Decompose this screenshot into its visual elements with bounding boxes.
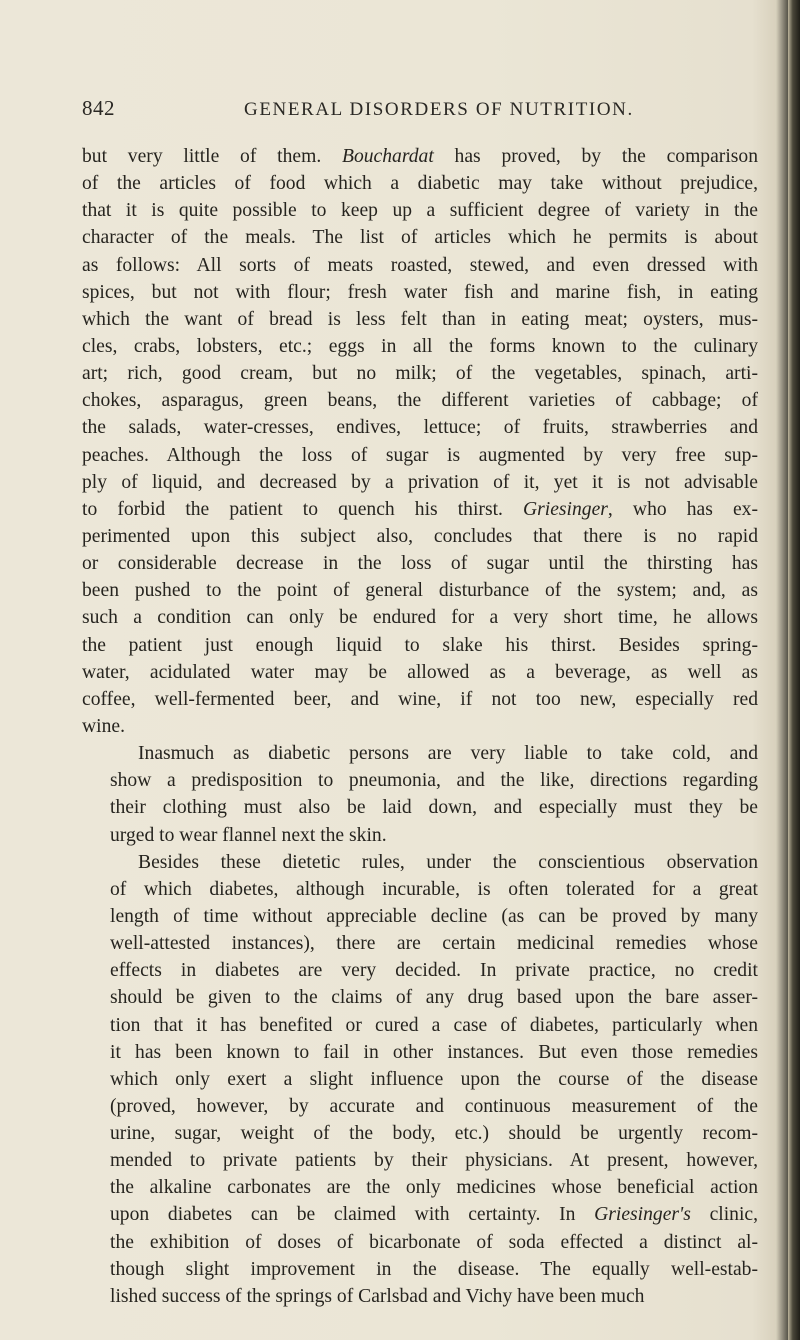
text-line: chokes, asparagus, green beans, the different varieties of cabbage; of <box>82 390 758 412</box>
text-line: which the want of bread is less felt than in eating meat; oysters, mus- <box>82 308 758 330</box>
text-line: perimented upon this subject also, concludes that there is no rapid <box>82 525 758 547</box>
paragraph <box>82 849 758 1310</box>
text-line: coffee, well-fermented beer, and wine, if not too new, especially red <box>82 688 758 710</box>
text-line: of the articles of food which a diabetic may take without prejudice, <box>82 173 758 195</box>
text-line: character of the meals. The list of articles which he permits is about <box>82 227 758 249</box>
text-line: the patient just enough liquid to slake his thirst. Besides spring- <box>82 634 758 656</box>
body-text <box>82 143 758 1310</box>
text-line: lished success of the springs of Carlsbad and Vichy have been much <box>110 1285 645 1307</box>
text-line: that it is quite possible to keep up a sufficient degree of variety in the <box>82 200 758 222</box>
text-line: which only exert a slight influence upon the course of the disease <box>110 1068 758 1090</box>
text-line: effects in diabetes are very decided. In private practice, no credit <box>110 960 758 982</box>
text-line: the exhibition of doses of bicarbonate of soda effected a distinct al- <box>110 1231 758 1253</box>
text-line: or considerable decrease in the loss of sugar until the thirsting has <box>82 553 758 575</box>
page-edge-shadow <box>788 0 800 1340</box>
text-line: art; rich, good cream, but no milk; of the vegetables, spinach, arti- <box>82 363 758 385</box>
text-line: wine. <box>82 715 125 737</box>
text-line: cles, crabs, lobsters, etc.; eggs in all the forms known to the culinary <box>82 335 758 357</box>
text-line: ply of liquid, and decreased by a privation of it, yet it is not advisable <box>82 471 758 493</box>
page-number: 842 <box>82 96 115 120</box>
paragraph <box>82 143 758 740</box>
text-line: as follows: All sorts of meats roasted, stewed, and even dressed with <box>82 254 758 276</box>
text-line: the salads, water-cresses, endives, lettuce; of fruits, strawberries and <box>82 417 758 439</box>
text-line: show a predisposition to pneumonia, and the like, directions regarding <box>110 770 758 792</box>
text-line: spices, but not with flour; fresh water fish and marine fish, in eating <box>82 281 758 303</box>
text-line: such a condition can only be endured for a very short time, he allows <box>82 607 758 629</box>
running-head: GENERAL DISORDERS OF NUTRITION. <box>244 99 634 120</box>
text-line: their clothing must also be laid down, and especially must they be <box>110 797 758 819</box>
text-line: mended to private patients by their physicians. At present, however, <box>110 1150 758 1172</box>
text-line: to forbid the patient to quench his thirst. Griesinger, who has ex- <box>82 498 758 520</box>
text-line: but very little of them. Bouchardat has proved, by the comparison <box>82 146 758 167</box>
text-line: urine, sugar, weight of the body, etc.) should be urgently recom- <box>110 1123 758 1145</box>
text-line: peaches. Although the loss of sugar is augmented by very free sup- <box>82 444 758 466</box>
text-line: been pushed to the point of general disturbance of the system; and, as <box>82 580 758 602</box>
text-line: though slight improvement in the disease. The equally well-estab- <box>110 1258 758 1280</box>
text-line: length of time without appreciable decline (as can be proved by many <box>110 905 758 927</box>
text-line: it has been known to fail in other instances. But even those remedies <box>110 1041 758 1063</box>
text-line: upon diabetes can be claimed with certainty. In Griesinger's clinic, <box>110 1204 758 1226</box>
text-line: urged to wear flannel next the skin. <box>110 824 387 846</box>
text-line: water, acidulated water may be allowed as a beverage, as well as <box>82 661 758 683</box>
page-header <box>82 96 752 132</box>
paragraph <box>82 740 758 849</box>
text-line: tion that it has benefited or cured a case of diabetes, particularly when <box>110 1014 758 1036</box>
text-line: of which diabetes, although incurable, is often tolerated for a great <box>110 878 758 900</box>
text-line: Besides these dietetic rules, under the conscientious observation <box>138 851 758 873</box>
text-line: should be given to the claims of any drug based upon the bare asser- <box>110 987 758 1009</box>
text-line: (proved, however, by accurate and continuous measurement of the <box>110 1095 758 1117</box>
text-line: well-attested instances), there are certain medicinal remedies whose <box>110 933 758 955</box>
text-line: Inasmuch as diabetic persons are very liable to take cold, and <box>138 743 758 765</box>
text-line: the alkaline carbonates are the only medicines whose beneficial action <box>110 1177 758 1199</box>
